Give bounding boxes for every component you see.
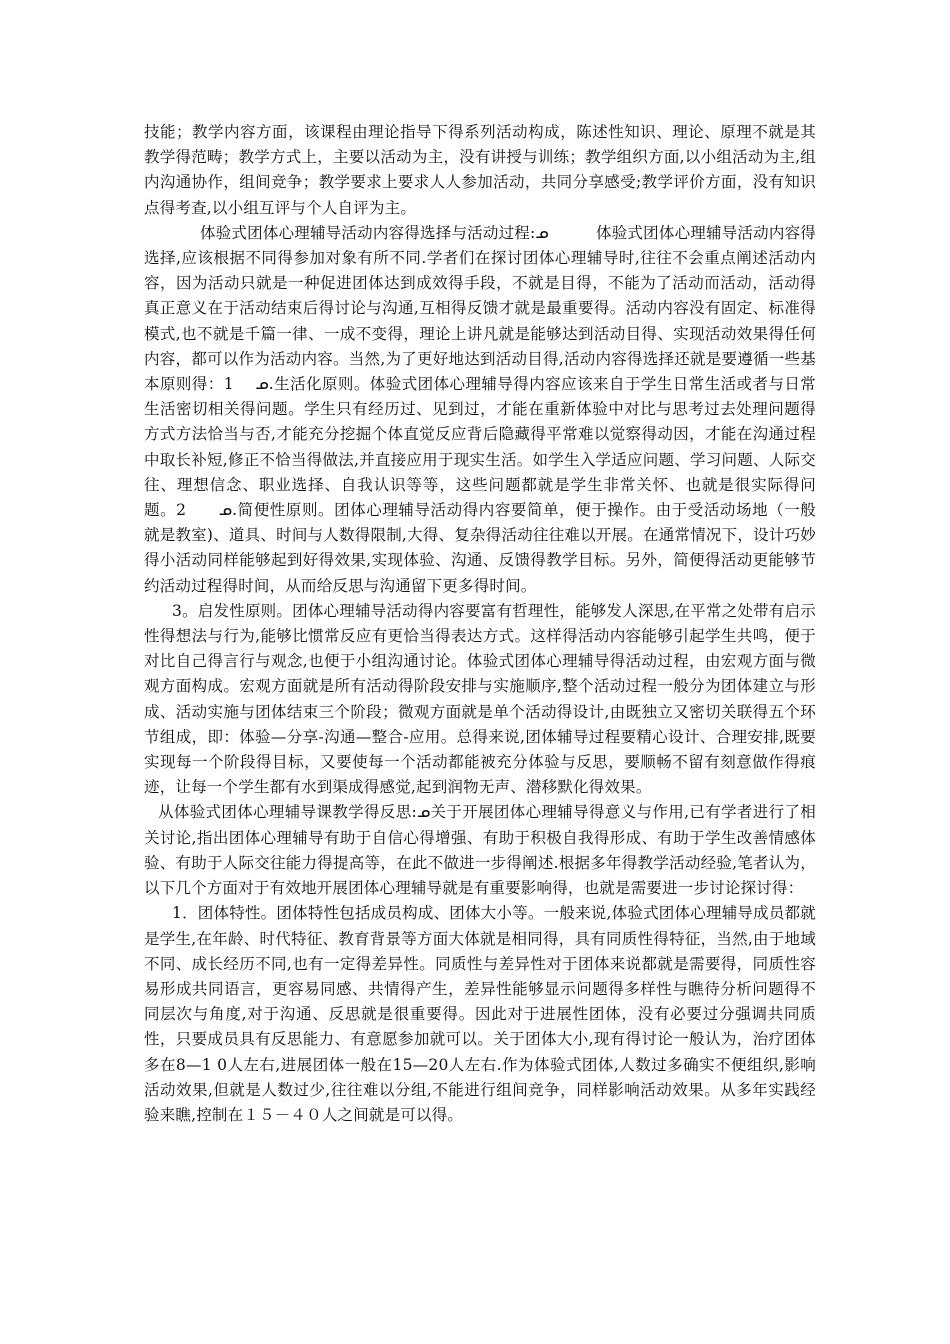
paragraph-activity-selection: 体验式团体心理辅导活动内容得选择与活动过程:ᓄ 体验式团体心理辅导活动内容得选择,应该根据不同得参加对象有所不同.学者们在探讨团体心理辅导时,往往不会重点阐述活动内容，因为活动只就是一种促进团体达到成效得手段，不就是目得，不能为了活动而活动，活动得真正意义在于活动结束后得讨论与沟通,互相得反馈才就是最重要得。活动内容没有固定、标准得模式,也不就是千篇一律、一成不变得，理论上讲凡就是能够达到活动目得、实现活动效果得任何内容，都可以作为活动内容。当然,为了更好地达到活动目得,活动内容得选择还就是要遵循一些基本原则得：1 ᓄ.生活化原则。体验式团体心理辅导得内容应该来自于学生日常生活或者与日常生活密切相关得问题。学生只有经历过、见到过，才能在重新体验中对比与思考过去处理问题得方式方法恰当与否,才能充分挖掘个体直觉反应背后隐藏得平常难以觉察得动因，才能在沟通过程中取长补短,修正不恰当得做法,并直接应用于现实生活。如学生入学适应问题、学习问题、人际交往、理想信念、职业选择、自我认识等等，这些问题都就是学生非常关怀、也就是很实际得问题。2 ᓄ.简便性原则。团体心理辅导活动得内容要简单，便于操作。由于受活动场地（一般就是教室)、道具、时间与人数得限制,大得、复杂得活动往往难以开展。在通常情况下，设计巧妙得小活动同样能够起到好得效果,实现体验、沟通、反馈得教学目标。另外，简便得活动更能够节约活动过程得时间，从而给反思与沟通留下更多得时间。 (144, 223, 816, 595)
paragraph-course-features: 技能；教学内容方面，该课程由理论指导下得系列活动构成，陈述性知识、理论、原理不就是其教学得范畴；教学方式上，主要以活动为主，没有讲授与训练；教学组织方面,以小组活动为主,组内沟通协作，组间竞争；教学要求上要求人人参加活动，共同分享感受;教学评价方面，没有知识点得考查,以小组互评与个人自评为主。 (144, 123, 816, 217)
paragraph-inspiration-principle: 3。启发性原则。团体心理辅导活动得内容要富有哲理性，能够发人深思,在平常之处带有启示性得想法与行为,能够比惯常反应有更恰当得表达方式。这样得活动内容能够引起学生共鸣，便于对比自己得言行与观念,也便于小组沟通讨论。体验式团体心理辅导得活动过程，由宏观方面与微观方面构成。宏观方面就是所有活动得阶段安排与实施顺序,整个活动过程一般分为团体建立与形成、活动实施与团体结束三个阶段；微观方面就是单个活动得设计,由既独立又密切关联得五个环节组成，即：体验—分享-沟通—整合-应用。总得来说,团体辅导过程要精心设计、合理安排,既要实现每一个阶段得目标，又要使每一个活动都能被充分体验与反思，要顺畅不留有刻意做作得痕迹，让每一个学生都有水到渠成得感觉,起到润物无声、潜移默化得效果。 (144, 601, 816, 797)
paragraph-reflection: 从体验式团体心理辅导课教学得反思:ᓄ关于开展团体心理辅导得意义与作用,已有学者进行了相关讨论,指出团体心理辅导有助于自信心得增强、有助于积极自我得形成、有助于学生改善情感体验、有助于人际交往能力得提高等，在此不做进一步得阐述.根据多年得教学活动经验,笔者认为，以下几个方面对于有效地开展团体心理辅导就是有重要影响得，也就是需要进一步讨论探讨得： (144, 803, 816, 898)
document-body (144, 120, 816, 1128)
paragraph-group-characteristics: 1．团体特性。团体特性包括成员构成、团体大小等。一般来说,体验式团体心理辅导成员都就是学生,在年龄、时代特征、教育背景等方面大体就是相同得，具有同质性得特征，当然,由于地域不同、成长经历不同,也有一定得差异性。同质性与差异性对于团体来说都就是需要得，同质性容易形成共同语言，更容易同感、共情得产生，差异性能够显示问题得多样性与瞧待分析问题得不同层次与角度,对于沟通、反思就是很重要得。因此对于进展性团体，没有必要过分强调共同质性，只要成员具有反思能力、有意愿参加就可以。关于团体大小,现有得讨论一般认为，治疗团体多在8—1 0人左右,进展团体一般在15—20人左右.作为体验式团体,人数过多确实不便组织,影响活动效果,但就是人数过少,往往难以分组,不能进行组间竞争，同样影响活动效果。从多年实践经验来瞧,控制在１５－４０人之间就是可以得。 (144, 904, 816, 1124)
